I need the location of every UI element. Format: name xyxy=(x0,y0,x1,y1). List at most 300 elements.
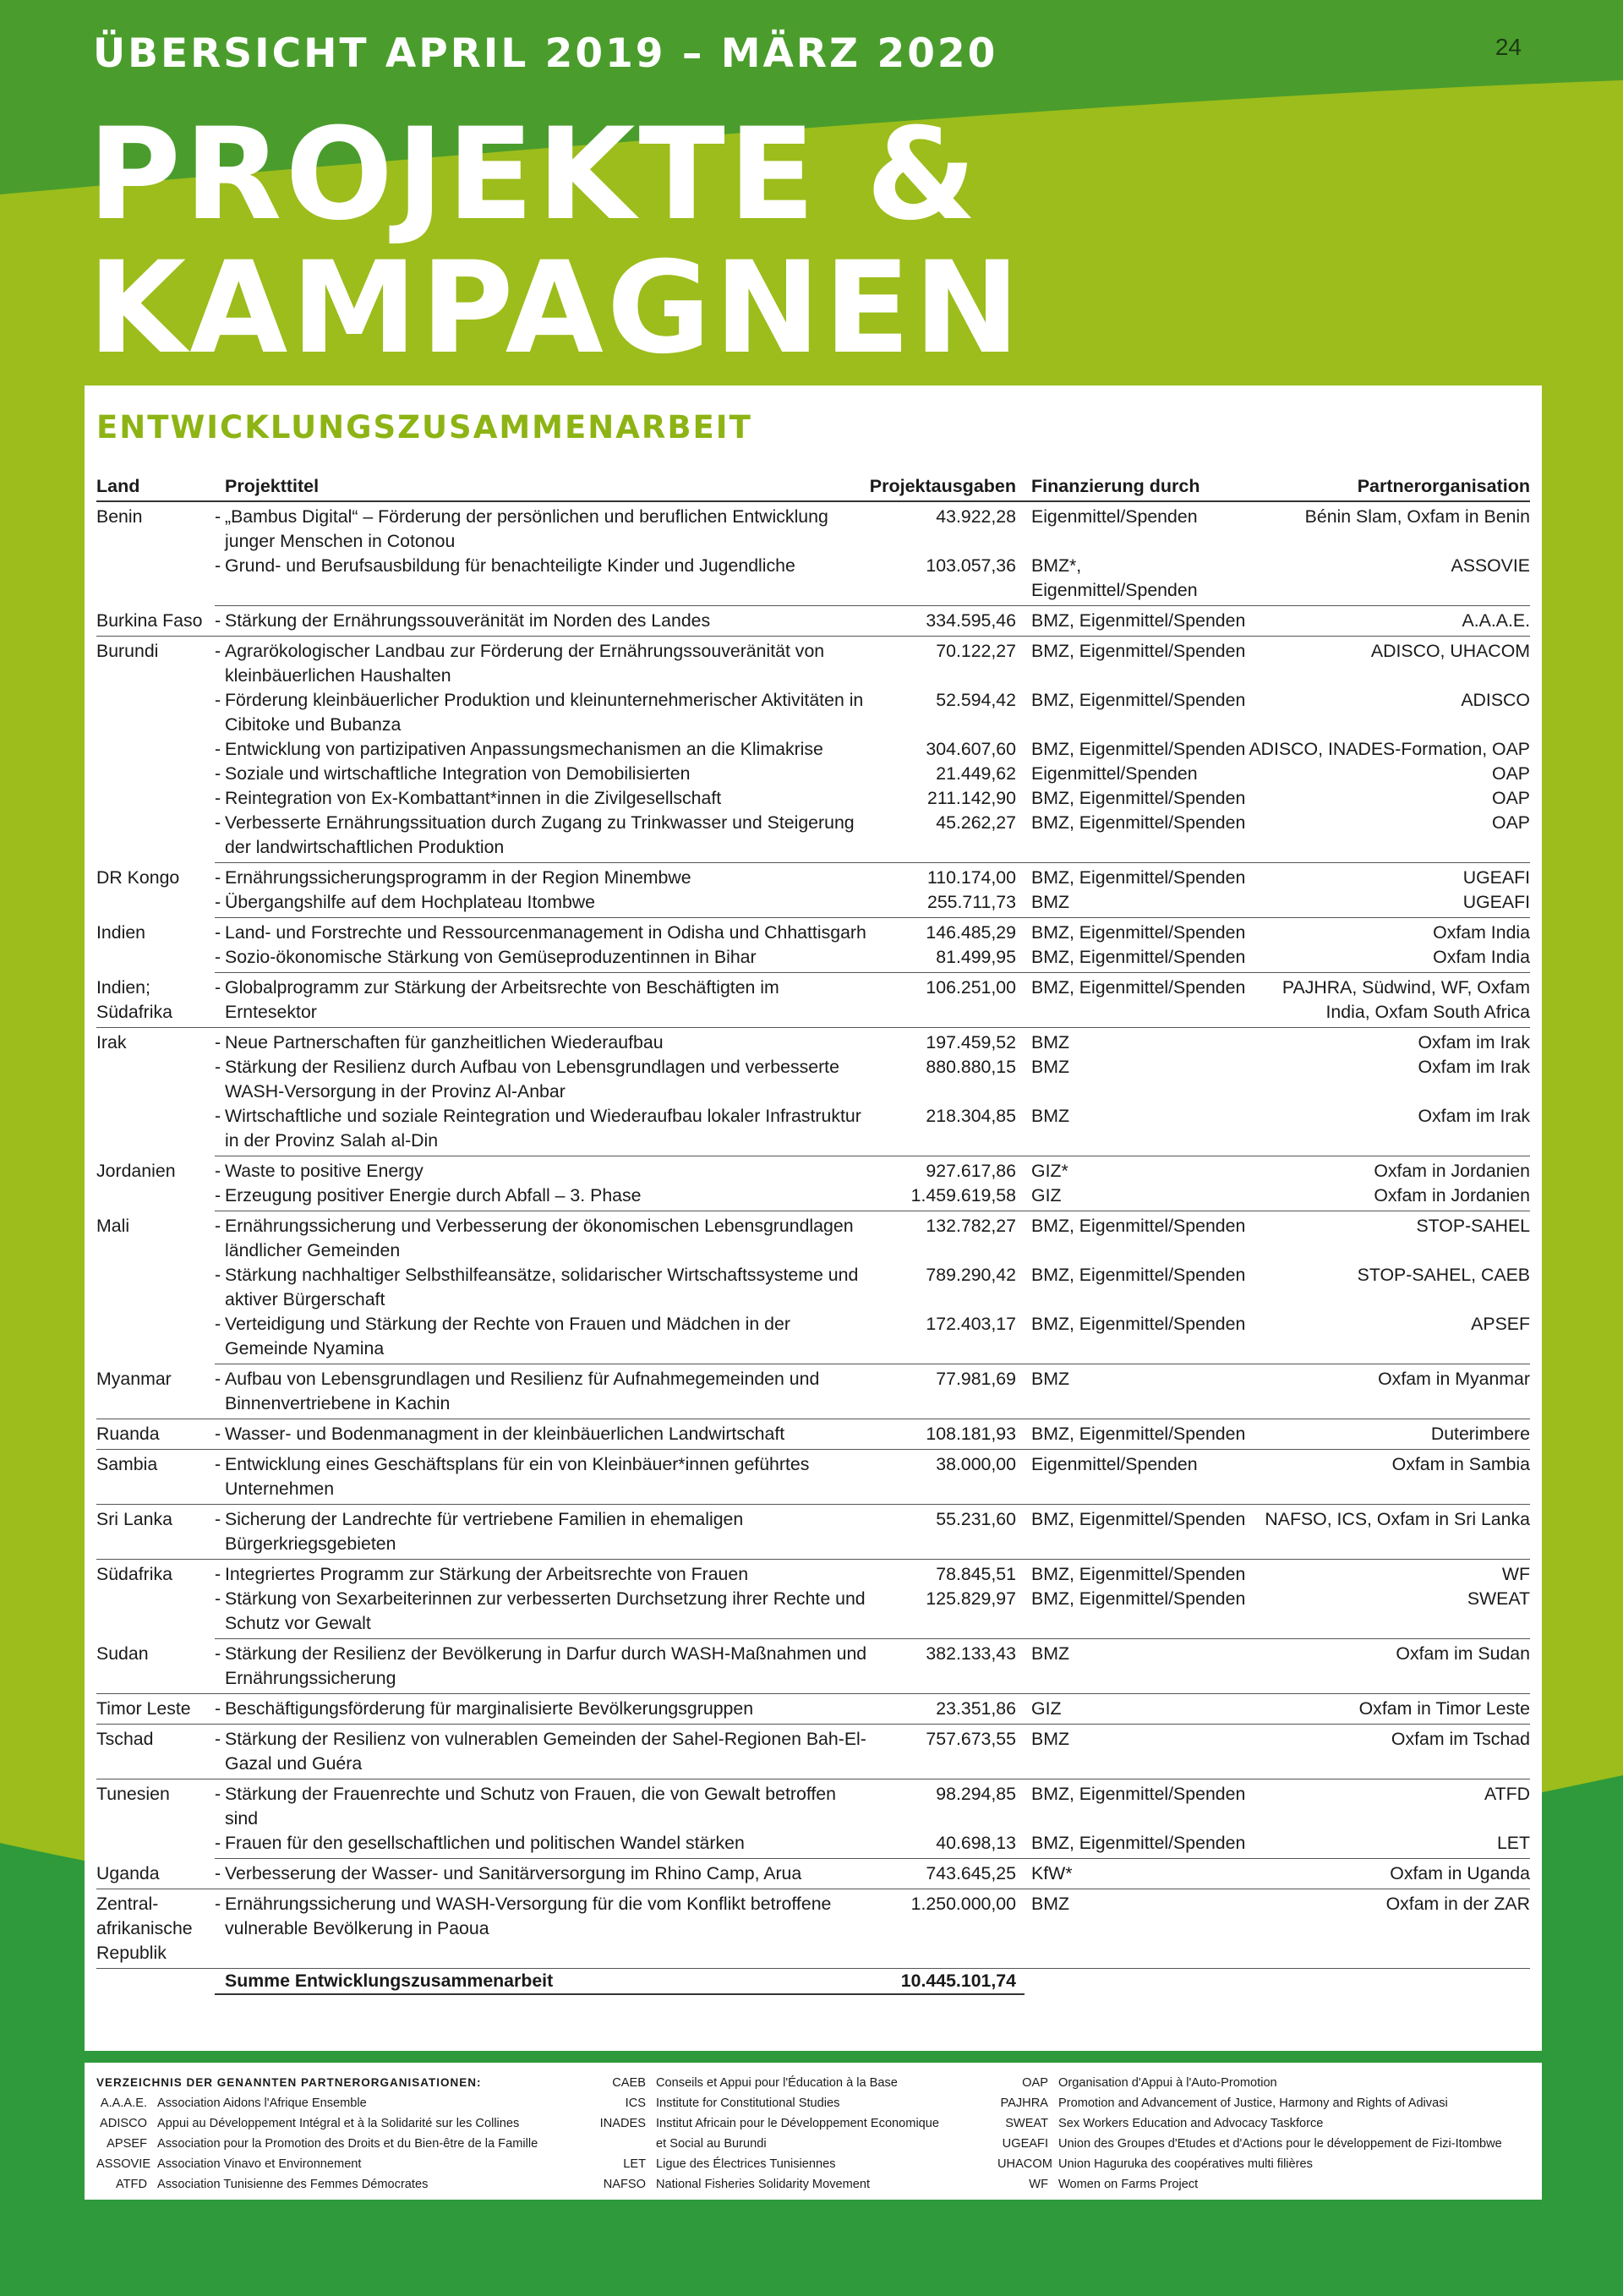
bullet-dash: - xyxy=(215,867,221,888)
project-funding: BMZ, Eigenmittel/Spenden xyxy=(1025,1587,1249,1639)
project-funding: BMZ xyxy=(1025,1725,1249,1779)
project-funding: BMZ, Eigenmittel/Spenden xyxy=(1025,1505,1249,1560)
table-row xyxy=(96,1419,1530,1450)
abbreviation-code xyxy=(592,2134,656,2154)
table-row xyxy=(96,1694,1530,1725)
total-label: Summe Entwicklungszusammenarbeit xyxy=(215,1969,869,1995)
project-partner: Duterimbere xyxy=(1249,1419,1530,1450)
abbreviation-code: NAFSO xyxy=(603,2178,646,2191)
project-partner: UGEAFI xyxy=(1249,890,1530,918)
abbreviations-heading: VERZEICHNIS DER GENANNTEN PARTNERORGANISATIONEN: xyxy=(96,2076,482,2089)
country-cell: Tschad xyxy=(96,1725,215,1779)
table-row xyxy=(96,1364,1530,1419)
project-partner: Oxfam in Jordanien xyxy=(1249,1184,1530,1211)
project-amount: 77.981,69 xyxy=(869,1364,1025,1419)
abbreviation-code: A.A.A.E. xyxy=(100,2096,147,2110)
abbreviation-entry xyxy=(592,2113,939,2134)
abbreviation-description: Organisation d'Appui à l'Auto-Promotion xyxy=(1058,2076,1277,2090)
project-title: Verbesserte Ernährungssituation durch Zugang zu Trinkwasser und Steigerung der landwirtschaftlichen Produktion xyxy=(225,812,855,857)
bullet-dash: - xyxy=(215,812,221,833)
bullet-dash: - xyxy=(215,1894,221,1914)
project-title-cell xyxy=(215,1859,869,1889)
bullet-dash: - xyxy=(215,506,221,527)
abbreviation-entry xyxy=(997,2113,1502,2134)
abbreviation-entry xyxy=(96,2093,538,2113)
abbreviation-code: ASSOVIE xyxy=(96,2157,151,2171)
project-funding: Eigenmittel/Spenden xyxy=(1025,1450,1249,1505)
abbreviation-description: Women on Farms Project xyxy=(1058,2178,1199,2191)
project-partner: Oxfam im Sudan xyxy=(1249,1639,1530,1694)
project-funding: BMZ, Eigenmittel/Spenden xyxy=(1031,1784,1246,1804)
project-title: Sozio-ökonomische Stärkung von Gemüseproduzentinnen in Bihar xyxy=(225,947,757,967)
abbreviation-entry xyxy=(96,2154,538,2174)
project-amount: 81.499,95 xyxy=(869,945,1025,973)
project-title: Wasser- und Bodenmanagment in der kleinbäuerlichen Landwirtschaft xyxy=(225,1424,785,1444)
bullet-dash: - xyxy=(215,739,221,759)
project-amount: 125.829,97 xyxy=(869,1587,1025,1639)
bullet-dash: - xyxy=(215,1106,221,1126)
abbreviations-column-3 xyxy=(997,2073,1502,2195)
project-amount: 108.181,93 xyxy=(869,1419,1025,1450)
page-title-line-1: PROJEKTE & xyxy=(88,101,981,249)
country-cell: Jordanien xyxy=(96,1160,176,1181)
project-title-cell xyxy=(215,1263,869,1312)
table-row xyxy=(96,863,1530,891)
abbreviation-entry xyxy=(997,2093,1502,2113)
project-amount: 334.595,46 xyxy=(869,606,1025,637)
project-amount: 103.057,36 xyxy=(869,554,1025,606)
project-title: Entwicklung von partizipativen Anpassungsmechanismen an die Klimakrise xyxy=(225,739,823,759)
project-amount: 106.251,00 xyxy=(869,973,1025,1028)
abbreviation-description: Union Haguruka des coopératives multi filières xyxy=(1058,2157,1313,2171)
abbreviation-code: WF xyxy=(1029,2178,1048,2191)
bullet-dash: - xyxy=(215,922,221,943)
project-title-cell xyxy=(215,811,869,863)
bullet-dash: - xyxy=(215,788,221,808)
project-funding: Eigenmittel/Spenden xyxy=(1031,506,1198,527)
project-funding: BMZ xyxy=(1025,1639,1249,1694)
project-funding: BMZ xyxy=(1025,1104,1249,1156)
bullet-dash: - xyxy=(215,1265,221,1285)
project-funding: BMZ, Eigenmittel/Spenden xyxy=(1025,945,1249,973)
bullet-dash: - xyxy=(215,1833,221,1853)
project-funding: BMZ, Eigenmittel/Spenden xyxy=(1031,788,1246,808)
project-title: Aufbau von Lebensgrundlagen und Resilienz für Aufnahmegemeinden und Binnenvertriebene in Kachin xyxy=(225,1369,820,1413)
abbreviation-code: PAJHRA xyxy=(1000,2096,1048,2110)
bullet-dash: - xyxy=(215,1588,221,1609)
project-partner: Oxfam im Irak xyxy=(1249,1104,1530,1156)
project-amount: 218.304,85 xyxy=(869,1104,1025,1156)
project-partner: SWEAT xyxy=(1249,1587,1530,1639)
project-amount: 255.711,73 xyxy=(869,890,1025,918)
project-title-cell xyxy=(215,501,869,554)
project-amount: 172.403,17 xyxy=(869,1312,1025,1364)
project-title: Sicherung der Landrechte für vertriebene Familien in ehemaligen Bürgerkriegsgebieten xyxy=(225,1509,744,1554)
project-funding: BMZ xyxy=(1025,1364,1249,1419)
table-row xyxy=(96,945,1530,973)
project-title-cell xyxy=(215,1450,869,1505)
project-title-cell xyxy=(215,688,869,737)
abbreviation-code: UHACOM xyxy=(997,2157,1052,2171)
column-header-land: Land xyxy=(96,474,215,501)
project-partner: Bénin Slam, Oxfam in Benin xyxy=(1304,506,1530,527)
project-title: „Bambus Digital“ – Förderung der persönlichen und beruflichen Entwicklung junger Menschen in Cotonou xyxy=(225,506,828,551)
country-cell: Zentral-afrikanische Republik xyxy=(96,1889,215,1969)
project-amount: 146.485,29 xyxy=(926,922,1016,943)
project-title-cell xyxy=(215,1725,869,1779)
table-row xyxy=(96,501,1530,554)
project-amount: 1.250.000,00 xyxy=(869,1889,1025,1969)
project-title-cell xyxy=(215,1156,869,1184)
project-title-cell xyxy=(215,1055,869,1104)
abbreviation-entry xyxy=(592,2093,939,2113)
project-title: Waste to positive Energy xyxy=(225,1161,424,1181)
bullet-dash: - xyxy=(215,1185,221,1205)
table-row xyxy=(96,554,1530,606)
table-row xyxy=(96,1725,1530,1779)
project-amount: 21.449,62 xyxy=(936,763,1016,784)
project-title: Stärkung der Resilienz durch Aufbau von Lebensgrundlagen und verbesserte WASH-Versorgung in der Provinz Al-Anbar xyxy=(225,1057,839,1102)
project-title: Beschäftigungsförderung für marginalisierte Bevölkerungsgruppen xyxy=(225,1698,754,1719)
project-amount: 789.290,42 xyxy=(926,1265,1016,1285)
project-partner: Oxfam in der ZAR xyxy=(1249,1889,1530,1969)
project-partner: STOP-SAHEL, CAEB xyxy=(1357,1265,1530,1285)
abbreviation-code: APSEF xyxy=(107,2137,147,2151)
page-number: 24 xyxy=(1495,34,1522,60)
country-cell: Timor Leste xyxy=(96,1694,215,1725)
project-partner: Oxfam India xyxy=(1433,922,1530,943)
overview-period-subtitle: ÜBERSICHT APRIL 2019 – MÄRZ 2020 xyxy=(93,30,998,77)
project-title: Ernährungssicherungsprogramm in der Region Minembwe xyxy=(225,867,691,888)
abbreviation-entry xyxy=(997,2174,1502,2195)
bullet-dash: - xyxy=(215,1161,221,1181)
table-row xyxy=(96,1312,1530,1364)
abbreviations-column-1 xyxy=(96,2073,538,2195)
project-title-cell xyxy=(215,554,869,606)
projects-table-body xyxy=(96,501,1530,1969)
project-amount: 52.594,42 xyxy=(936,690,1016,710)
project-title-cell xyxy=(215,737,869,762)
page-title-line-2: KAMPAGNEN xyxy=(88,235,1024,382)
project-partner: APSEF xyxy=(1249,1312,1530,1364)
table-row xyxy=(96,811,1530,863)
project-title: Verbesserung der Wasser- und Sanitärversorgung im Rhino Camp, Arua xyxy=(225,1863,802,1883)
column-header-title: Projekttitel xyxy=(215,474,869,501)
table-row xyxy=(96,1184,1530,1211)
project-title: Übergangshilfe auf dem Hochplateau Itombwe xyxy=(225,892,596,912)
project-title-cell xyxy=(215,1889,869,1969)
project-amount: 40.698,13 xyxy=(869,1831,1025,1859)
project-partner: ADISCO, INADES-Formation, OAP xyxy=(1249,739,1530,759)
project-title: Ernährungssicherung und WASH-Versorgung für die vom Konflikt betroffene vulnerable Bevölkerung in Paoua xyxy=(225,1894,832,1938)
abbreviation-code: UGEAFI xyxy=(1002,2137,1048,2151)
country-cell: Burkina Faso xyxy=(96,606,215,637)
bullet-dash: - xyxy=(215,1698,221,1719)
bullet-dash: - xyxy=(215,1643,221,1664)
abbreviation-code: OAP xyxy=(1022,2076,1048,2090)
project-funding: BMZ, Eigenmittel/Spenden xyxy=(1025,1312,1249,1364)
project-amount: 757.673,55 xyxy=(869,1725,1025,1779)
project-funding: BMZ xyxy=(1025,890,1249,918)
project-title: Grund- und Berufsausbildung für benachteiligte Kinder und Jugendliche xyxy=(225,555,795,576)
abbreviation-entry xyxy=(96,2174,538,2195)
abbreviation-entry xyxy=(997,2154,1502,2174)
abbreviation-entry xyxy=(592,2134,939,2154)
bullet-dash: - xyxy=(215,1863,221,1883)
table-row xyxy=(96,1889,1530,1969)
project-funding: BMZ, Eigenmittel/Spenden xyxy=(1031,1564,1246,1584)
project-amount: 927.617,86 xyxy=(926,1161,1016,1181)
table-row xyxy=(96,737,1530,762)
abbreviation-entry xyxy=(96,2134,538,2154)
project-title: Entwicklung eines Geschäftsplans für ein von Kleinbäuer*innen geführtes Unternehmen xyxy=(225,1454,810,1499)
project-title-cell xyxy=(215,762,869,786)
table-row xyxy=(96,1831,1530,1859)
country-cell: Sudan xyxy=(96,1639,215,1694)
project-title: Erzeugung positiver Energie durch Abfall – 3. Phase xyxy=(225,1185,642,1205)
project-amount: 382.133,43 xyxy=(869,1639,1025,1694)
bullet-dash: - xyxy=(215,1564,221,1584)
project-partner: STOP-SAHEL xyxy=(1416,1216,1530,1236)
project-title: Stärkung von Sexarbeiterinnen zur verbesserten Durchsetzung ihrer Rechte und Schutz vor Gewalt xyxy=(225,1588,866,1633)
abbreviation-description: Association Aidons l'Afrique Ensemble xyxy=(157,2096,367,2110)
table-row xyxy=(96,1055,1530,1104)
project-partner: OAP xyxy=(1492,788,1530,808)
project-title-cell xyxy=(215,1831,869,1859)
project-partner: UGEAFI xyxy=(1462,867,1530,888)
abbreviation-description: Institute for Constitutional Studies xyxy=(656,2096,840,2110)
total-row xyxy=(96,1969,1530,1995)
project-amount: 38.000,00 xyxy=(869,1450,1025,1505)
project-title: Stärkung der Resilienz der Bevölkerung in Darfur durch WASH-Maßnahmen und Ernährungssicherung xyxy=(225,1643,867,1688)
project-amount: 743.645,25 xyxy=(869,1859,1025,1889)
project-amount: 43.922,28 xyxy=(936,506,1016,527)
bullet-dash: - xyxy=(215,1784,221,1804)
bullet-dash: - xyxy=(215,892,221,912)
abbreviation-entry xyxy=(592,2174,939,2195)
project-funding: BMZ, Eigenmittel/Spenden xyxy=(1031,1265,1246,1285)
project-funding: GIZ* xyxy=(1031,1161,1068,1181)
bullet-dash: - xyxy=(215,1057,221,1077)
project-partner: LET xyxy=(1249,1831,1530,1859)
project-amount: 70.122,27 xyxy=(936,641,1016,661)
project-title-cell xyxy=(215,1505,869,1560)
project-title: Land- und Forstrechte und Ressourcenmanagement in Odisha und Chhattisgarh xyxy=(225,922,866,943)
project-funding: BMZ*, Eigenmittel/Spenden xyxy=(1025,554,1249,606)
project-funding: BMZ, Eigenmittel/Spenden xyxy=(1025,973,1249,1028)
project-partner: OAP xyxy=(1492,763,1530,784)
table-row xyxy=(96,1104,1530,1156)
bullet-dash: - xyxy=(215,1216,221,1236)
column-header-funding: Finanzierung durch xyxy=(1025,474,1249,501)
project-title: Stärkung nachhaltiger Selbsthilfeansätze, solidarischer Wirtschaftssysteme und aktiver Bürgerschaft xyxy=(225,1265,859,1309)
project-funding: BMZ, Eigenmittel/Spenden xyxy=(1031,641,1246,661)
project-title: Wirtschaftliche und soziale Reintegration und Wiederaufbau lokaler Infrastruktur in der Provinz Salah al-Din xyxy=(225,1106,861,1151)
country-cell: Burundi xyxy=(96,641,159,661)
project-amount: 98.294,85 xyxy=(936,1784,1016,1804)
project-title-cell xyxy=(215,1028,869,1056)
project-partner: ADISCO, UHACOM xyxy=(1370,641,1530,661)
table-row xyxy=(96,1587,1530,1639)
abbreviation-description: Association pour la Promotion des Droits et du Bien-être de la Famille xyxy=(157,2137,538,2151)
table-row xyxy=(96,1505,1530,1560)
section-heading: ENTWICKLUNGSZUSAMMENARBEIT xyxy=(96,409,752,446)
bullet-dash: - xyxy=(215,977,221,998)
project-title-cell xyxy=(215,1639,869,1694)
project-title-cell xyxy=(215,1419,869,1450)
page-title xyxy=(88,101,1024,382)
country-cell: Sri Lanka xyxy=(96,1505,215,1560)
abbreviation-code: ATFD xyxy=(115,2178,147,2191)
table-row xyxy=(96,890,1530,918)
project-funding: BMZ xyxy=(1031,1032,1069,1052)
project-amount: 132.782,27 xyxy=(926,1216,1016,1236)
country-cell: Myanmar xyxy=(96,1364,215,1419)
bullet-dash: - xyxy=(215,1369,221,1389)
project-partner: Oxfam in Jordanien xyxy=(1374,1161,1530,1181)
country-cell: Uganda xyxy=(96,1859,215,1889)
table-row xyxy=(96,1156,1530,1184)
country-cell: Indien; Südafrika xyxy=(96,973,215,1028)
country-cell: Ruanda xyxy=(96,1419,215,1450)
table-row xyxy=(96,1028,1530,1056)
project-title-cell xyxy=(215,1312,869,1364)
project-title: Stärkung der Resilienz von vulnerablen Gemeinden der Sahel-Regionen Bah-El-Gazal und Guéra xyxy=(225,1729,866,1774)
project-title: Ernährungssicherung und Verbesserung der ökonomischen Lebensgrundlagen ländlicher Gemeinden xyxy=(225,1216,854,1260)
table-row xyxy=(96,1779,1530,1832)
project-amount: 45.262,27 xyxy=(869,811,1025,863)
project-title-cell xyxy=(215,863,869,891)
project-title-cell xyxy=(215,637,869,689)
project-funding: BMZ xyxy=(1031,1057,1069,1077)
table-row xyxy=(96,973,1530,1028)
project-funding: BMZ, Eigenmittel/Spenden xyxy=(1025,1419,1249,1450)
project-funding: BMZ, Eigenmittel/Spenden xyxy=(1031,739,1246,759)
abbreviation-entry xyxy=(997,2134,1502,2154)
abbreviation-description: National Fisheries Solidarity Movement xyxy=(656,2178,871,2191)
project-title-cell xyxy=(215,890,869,918)
project-amount: 23.351,86 xyxy=(869,1694,1025,1725)
project-partner: Oxfam in Timor Leste xyxy=(1249,1694,1530,1725)
project-title: Förderung kleinbäuerlicher Produktion und kleinunternehmerischer Aktivitäten in Cibitoke und Bubanza xyxy=(225,690,864,735)
project-partner: ASSOVIE xyxy=(1249,554,1530,606)
bullet-dash: - xyxy=(215,1314,221,1334)
bullet-dash: - xyxy=(215,1729,221,1749)
project-title: Reintegration von Ex-Kombattant*innen in die Zivilgesellschaft xyxy=(225,788,722,808)
project-funding: BMZ, Eigenmittel/Spenden xyxy=(1031,1216,1246,1236)
project-partner: Oxfam im Irak xyxy=(1418,1032,1530,1052)
project-partner: A.A.A.E. xyxy=(1249,606,1530,637)
column-header-partner: Partnerorganisation xyxy=(1249,474,1530,501)
project-title: Frauen für den gesellschaftlichen und politischen Wandel stärken xyxy=(225,1833,745,1853)
project-title: Stärkung der Ernährungssouveränität im Norden des Landes xyxy=(225,610,711,631)
table-row xyxy=(96,918,1530,946)
country-cell: Sambia xyxy=(96,1450,215,1505)
project-partner: ATFD xyxy=(1484,1784,1530,1804)
country-cell: DR Kongo xyxy=(96,866,180,888)
project-amount: 110.174,00 xyxy=(926,867,1016,888)
project-title: Agrarökologischer Landbau zur Förderung der Ernährungssouveränität von kleinbäuerlichen Haushalten xyxy=(225,641,825,686)
project-title-cell xyxy=(215,918,869,946)
table-row xyxy=(96,1639,1530,1694)
table-row xyxy=(96,688,1530,737)
project-partner: NAFSO, ICS, Oxfam in Sri Lanka xyxy=(1249,1505,1530,1560)
projects-panel xyxy=(85,385,1542,2051)
project-title-cell xyxy=(215,1694,869,1725)
abbreviation-code: INADES xyxy=(599,2117,646,2130)
project-funding: BMZ, Eigenmittel/Spenden xyxy=(1025,606,1249,637)
project-title-cell xyxy=(215,786,869,811)
project-title: Soziale und wirtschaftliche Integration von Demobilisierten xyxy=(225,763,691,784)
abbreviations-panel xyxy=(85,2063,1542,2200)
project-amount: 78.845,51 xyxy=(936,1564,1016,1584)
total-value: 10.445.101,74 xyxy=(869,1969,1025,1995)
bullet-dash: - xyxy=(215,555,221,576)
project-title-cell xyxy=(215,1587,869,1639)
country-cell: Indien xyxy=(96,921,146,943)
table-row xyxy=(96,606,1530,637)
project-funding: BMZ xyxy=(1025,1889,1249,1969)
project-funding: BMZ, Eigenmittel/Spenden xyxy=(1031,867,1246,888)
column-header-amount: Projektausgaben xyxy=(869,474,1025,501)
table-row xyxy=(96,762,1530,786)
abbreviation-code: CAEB xyxy=(612,2076,646,2090)
abbreviation-description: Conseils et Appui pour l'Éducation à la Base xyxy=(656,2076,898,2090)
abbreviation-description: Sex Workers Education and Advocacy Taskforce xyxy=(1058,2117,1324,2130)
project-title-cell xyxy=(215,606,869,637)
bullet-dash: - xyxy=(215,1424,221,1444)
abbreviation-description: Institut Africain pour le Développement Economique xyxy=(656,2117,940,2130)
project-partner: PAJHRA, Südwind, WF, Oxfam India, Oxfam South Africa xyxy=(1249,973,1530,1028)
project-title-cell xyxy=(215,1104,869,1156)
project-title: Verteidigung und Stärkung der Rechte von Frauen und Mädchen in der Gemeinde Nyamina xyxy=(225,1314,790,1358)
project-partner: Oxfam in Myanmar xyxy=(1249,1364,1530,1419)
abbreviation-code: SWEAT xyxy=(1005,2117,1048,2130)
bullet-dash: - xyxy=(215,763,221,784)
project-partner: Oxfam in Sambia xyxy=(1249,1450,1530,1505)
project-partner: OAP xyxy=(1249,811,1530,863)
project-title-cell xyxy=(215,1184,869,1211)
project-funding: BMZ, Eigenmittel/Spenden xyxy=(1031,690,1246,710)
project-partner: Oxfam India xyxy=(1249,945,1530,973)
table-row xyxy=(96,637,1530,689)
project-title-cell xyxy=(215,1779,869,1832)
country-cell: Südafrika xyxy=(96,1564,172,1584)
abbreviation-code: ICS xyxy=(625,2096,646,2110)
abbreviation-entry xyxy=(592,2154,939,2174)
abbreviation-description: Association Vinavo et Environnement xyxy=(157,2157,362,2171)
table-row xyxy=(96,1560,1530,1588)
abbreviation-entry xyxy=(96,2113,538,2134)
country-cell: Benin xyxy=(96,506,143,527)
project-title: Globalprogramm zur Stärkung der Arbeitsrechte von Beschäftigten im Erntesektor xyxy=(225,977,779,1022)
abbreviation-description: Union des Groupes d'Etudes et d'Actions pour le développement de Fizi-Itombwe xyxy=(1058,2137,1502,2151)
project-amount: 197.459,52 xyxy=(926,1032,1016,1052)
table-row xyxy=(96,1859,1530,1889)
abbreviation-description: Promotion and Advancement of Justice, Harmony and Rights of Adivasi xyxy=(1058,2096,1448,2110)
abbreviation-entry xyxy=(592,2073,939,2093)
project-funding: GIZ xyxy=(1025,1184,1249,1211)
abbreviation-description: Association Tunisienne des Femmes Démocrates xyxy=(157,2178,429,2191)
country-cell: Tunesien xyxy=(96,1784,170,1804)
bullet-dash: - xyxy=(215,1032,221,1052)
project-amount: 304.607,60 xyxy=(926,739,1016,759)
abbreviation-entry xyxy=(997,2073,1502,2093)
project-funding: GIZ xyxy=(1025,1694,1249,1725)
abbreviation-code: ADISCO xyxy=(100,2117,147,2130)
table-row xyxy=(96,1263,1530,1312)
abbreviation-description: et Social au Burundi xyxy=(656,2137,767,2151)
